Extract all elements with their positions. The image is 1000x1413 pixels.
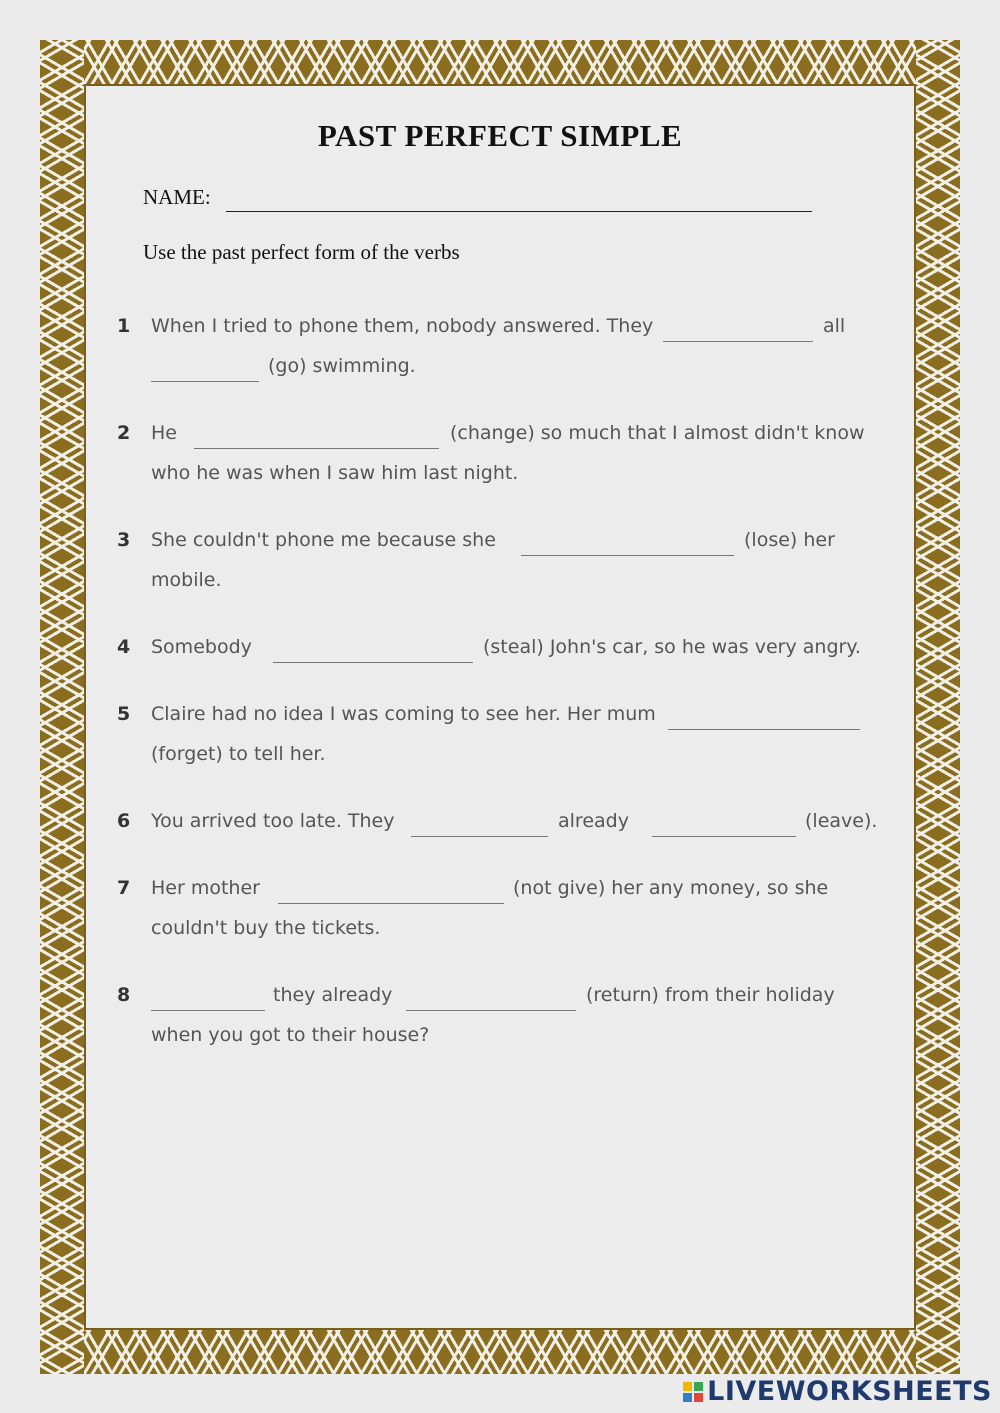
- border-right: [916, 40, 960, 1374]
- name-input-line[interactable]: [226, 211, 812, 212]
- question-text: (not give) her any money, so she: [513, 877, 829, 899]
- liveworksheets-logo: [683, 1376, 992, 1407]
- question-text: (go) swimming.: [268, 355, 416, 377]
- question-text: when you got to their house?: [151, 1024, 430, 1046]
- question-text: When I tried to phone them, nobody answered. They: [151, 315, 654, 337]
- answer-blank[interactable]: [273, 662, 473, 663]
- name-label: NAME:: [143, 185, 211, 209]
- question-text: (lose) her: [744, 529, 835, 551]
- answer-blank[interactable]: [151, 1010, 265, 1011]
- answer-blank[interactable]: [663, 341, 813, 342]
- answer-blank[interactable]: [411, 836, 548, 837]
- question-text: Somebody: [151, 636, 252, 658]
- answer-blank[interactable]: [278, 903, 504, 904]
- question-number: 5: [117, 703, 131, 725]
- question-text: (return) from their holiday: [586, 984, 835, 1006]
- question-text: all: [823, 315, 846, 337]
- question-text: couldn't buy the tickets.: [151, 917, 381, 939]
- instruction-text: Use the past perfect form of the verbs: [143, 240, 460, 264]
- worksheet-title: PAST PERFECT SIMPLE: [317, 118, 683, 153]
- question-text: already: [558, 810, 629, 832]
- question-number: 6: [117, 810, 131, 832]
- question-number: 1: [117, 315, 131, 337]
- brand-icon: [683, 1382, 703, 1402]
- question-text: who he was when I saw him last night.: [151, 462, 519, 484]
- question-text: (change) so much that I almost didn't know: [450, 422, 865, 444]
- question-text: He: [151, 422, 177, 444]
- answer-blank[interactable]: [521, 555, 734, 556]
- question-number: 8: [117, 984, 131, 1006]
- question-number: 2: [117, 422, 131, 444]
- question-number: 4: [117, 636, 131, 658]
- question-text: (forget) to tell her.: [151, 743, 326, 765]
- question-number: 3: [117, 529, 131, 551]
- question-text: they already: [273, 984, 393, 1006]
- answer-blank[interactable]: [194, 448, 439, 449]
- brand-name: LIVEWORKSHEETS: [707, 1376, 992, 1407]
- question-text: Claire had no idea I was coming to see her. Her mum: [151, 703, 656, 725]
- question-text: She couldn't phone me because she: [151, 529, 496, 551]
- question-text: You arrived too late. They: [151, 810, 395, 832]
- answer-blank[interactable]: [151, 381, 259, 382]
- border-left: [40, 40, 84, 1374]
- question-text: (steal) John's car, so he was very angry.: [483, 636, 861, 658]
- question-text: mobile.: [151, 569, 222, 591]
- question-text: Her mother: [151, 877, 260, 899]
- question-number: 7: [117, 877, 131, 899]
- answer-blank[interactable]: [406, 1010, 576, 1011]
- question-text: (leave).: [805, 810, 878, 832]
- border-bottom: [40, 1330, 960, 1374]
- answer-blank[interactable]: [668, 729, 860, 730]
- border-top: [40, 40, 960, 84]
- answer-blank[interactable]: [652, 836, 796, 837]
